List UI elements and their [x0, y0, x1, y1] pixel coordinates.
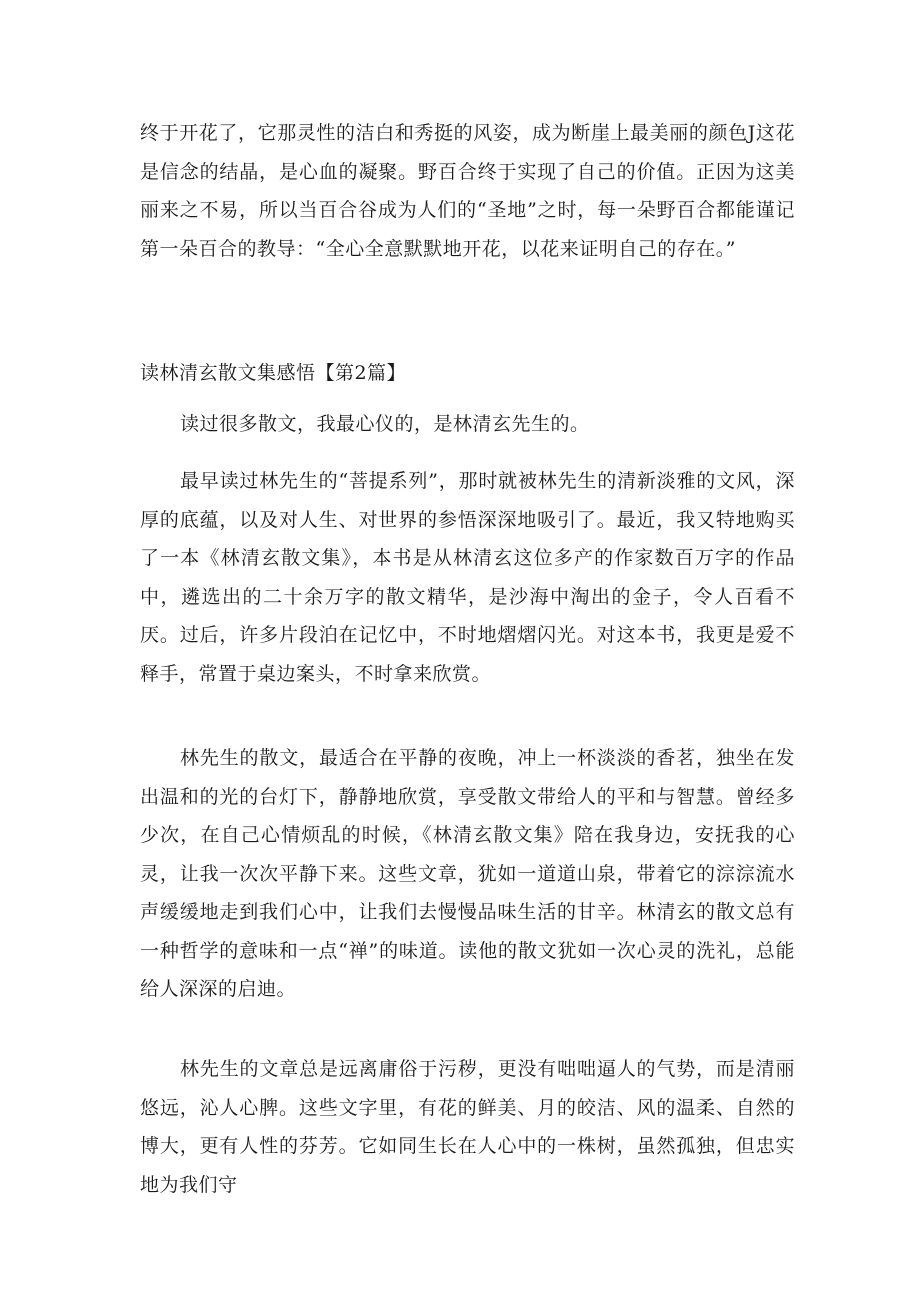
paragraph-bodhi-series: 最早读过林先生的“菩提系列”，那时就被林先生的清新淡雅的文风，深厚的底蕴，以及对人生、对世界的参悟深深地吸引了。最近，我又特地购买了一本《林清玄散文集》，本书是从林清玄这位多产的作家数百万字的作品中，遴选出的二十余万字的散文精华，是沙海中淘出的金子，令人百看不厌。过后，许多片段泊在记忆中，不时地熠熠闪光。对这本书，我更是爱不释手，常置于桌边案头，不时拿来欣赏。 [140, 470, 795, 685]
section-heading: 读林清玄散文集感悟【第2篇】 [140, 362, 407, 384]
paragraph-style: 林先生的文章总是远离庸俗于污秽，更没有咄咄逼人的气势，而是清丽悠远，沁人心脾。这些文字里，有花的鲜美、月的皎洁、风的温柔、自然的博大，更有人性的芬芳。它如同生长在人心中的一株树，虽然孤独，但忠实地为我们守 [140, 1058, 795, 1196]
paragraph-lily-ending: 终于开花了，它那灵性的洁白和秀挺的风姿，成为断崖上最美丽的颜色J这花是信念的结晶，是心血的凝聚。野百合终于实现了自己的价值。正因为这美丽来之不易，所以当百合谷成为人们的“圣地”之时，每一朵野百合都能谨记第一朵百合的教导：“全心全意默默地开花，以花来证明自己的存在。” [140, 122, 795, 260]
paragraph-evening-reading: 林先生的散文，最适合在平静的夜晚，冲上一杯淡淡的香茗，独坐在发出温和的光的台灯下，静静地欣赏，享受散文带给人的平和与智慧。曾经多少次，在自己心情烦乱的时候，《林清玄散文集》陪在我身边，安抚我的心灵，让我一次次平静下来。这些文章，犹如一道道山泉，带着它的淙淙流水声缓缓地走到我们心中，让我们去慢慢品味生活的甘辛。林清玄的散文总有一种哲学的意味和一点“禅”的味道。读他的散文犹如一次心灵的洗礼，总能给人深深的启迪。 [140, 747, 795, 1000]
paragraph-intro: 读过很多散文，我最心仪的，是林清玄先生的。 [180, 413, 590, 435]
